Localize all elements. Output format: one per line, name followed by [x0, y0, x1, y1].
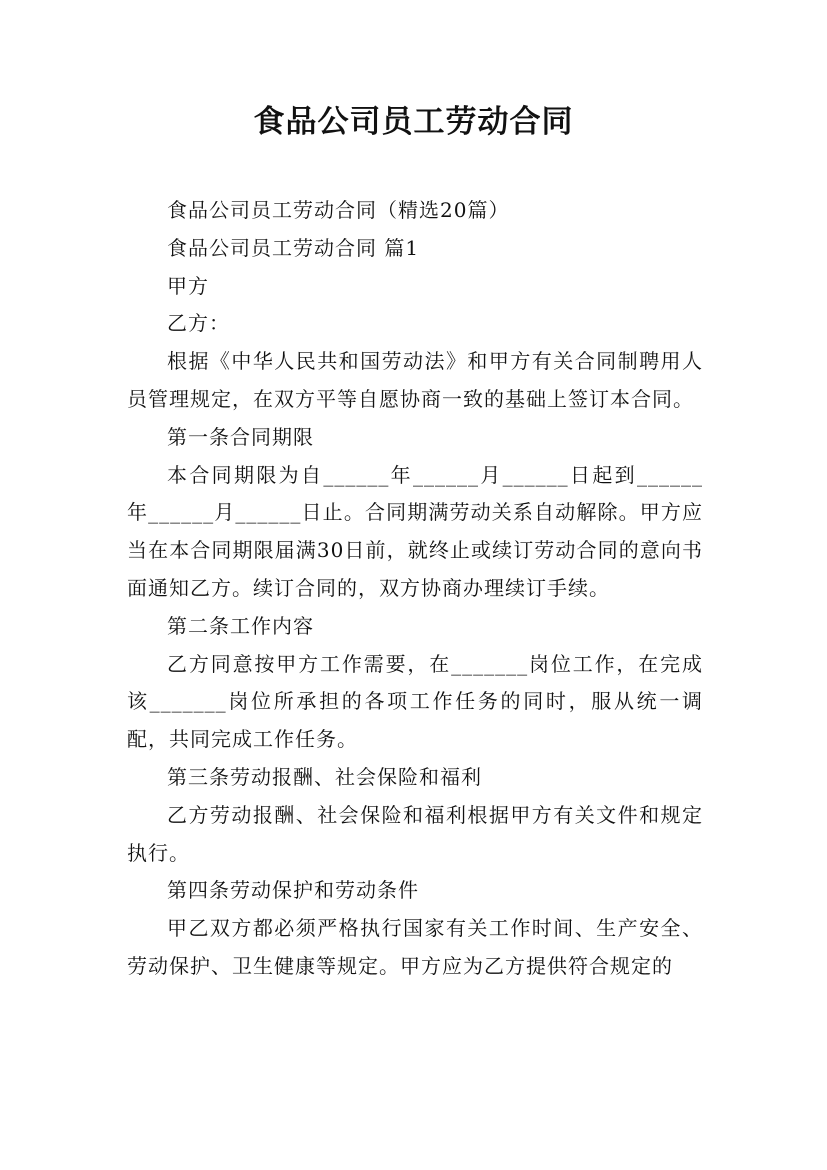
document-title: 食品公司员工劳动合同	[253, 104, 574, 140]
section-heading: 食品公司员工劳动合同 篇1	[167, 235, 420, 260]
subtitle-paragraph: 食品公司员工劳动合同（精选20篇）	[167, 198, 510, 222]
article-2-text: 乙方同意按甲方工作需要，在_______岗位工作，在完成该_______岗位所承担的各项工作任务的同时，服从统一调配，共同完成工作任务。	[127, 651, 703, 752]
party-a-label: 甲方	[167, 273, 209, 298]
article-1-heading: 第一条合同期限	[167, 424, 314, 449]
article-3-heading: 第三条劳动报酬、社会保险和福利	[167, 764, 482, 789]
document-body	[127, 192, 703, 986]
preamble-paragraph: 根据《中华人民共和国劳动法》和甲方有关合同制聘用人员管理规定，在双方平等自愿协商一致的基础上签订本合同。	[127, 349, 703, 411]
party-b-label: 乙方：	[167, 311, 230, 336]
article-4-text: 甲乙双方都必须严格执行国家有关工作时间、生产安全、劳动保护、卫生健康等规定。甲方应为乙方提供符合规定的	[127, 916, 703, 978]
article-2-heading: 第二条工作内容	[167, 613, 314, 638]
article-4-heading: 第四条劳动保护和劳动条件	[167, 878, 419, 903]
article-1-text: 本合同期限为自______年______月______日起到______年______月______日止。合同期满劳动关系自动解除。甲方应当在本合同期限届满30日前，就终止或续订劳动合同的意向书面通知乙方。续订合同的，双方协商办理续订手续。	[127, 462, 703, 600]
article-3-text: 乙方劳动报酬、社会保险和福利根据甲方有关文件和规定执行。	[127, 802, 703, 865]
